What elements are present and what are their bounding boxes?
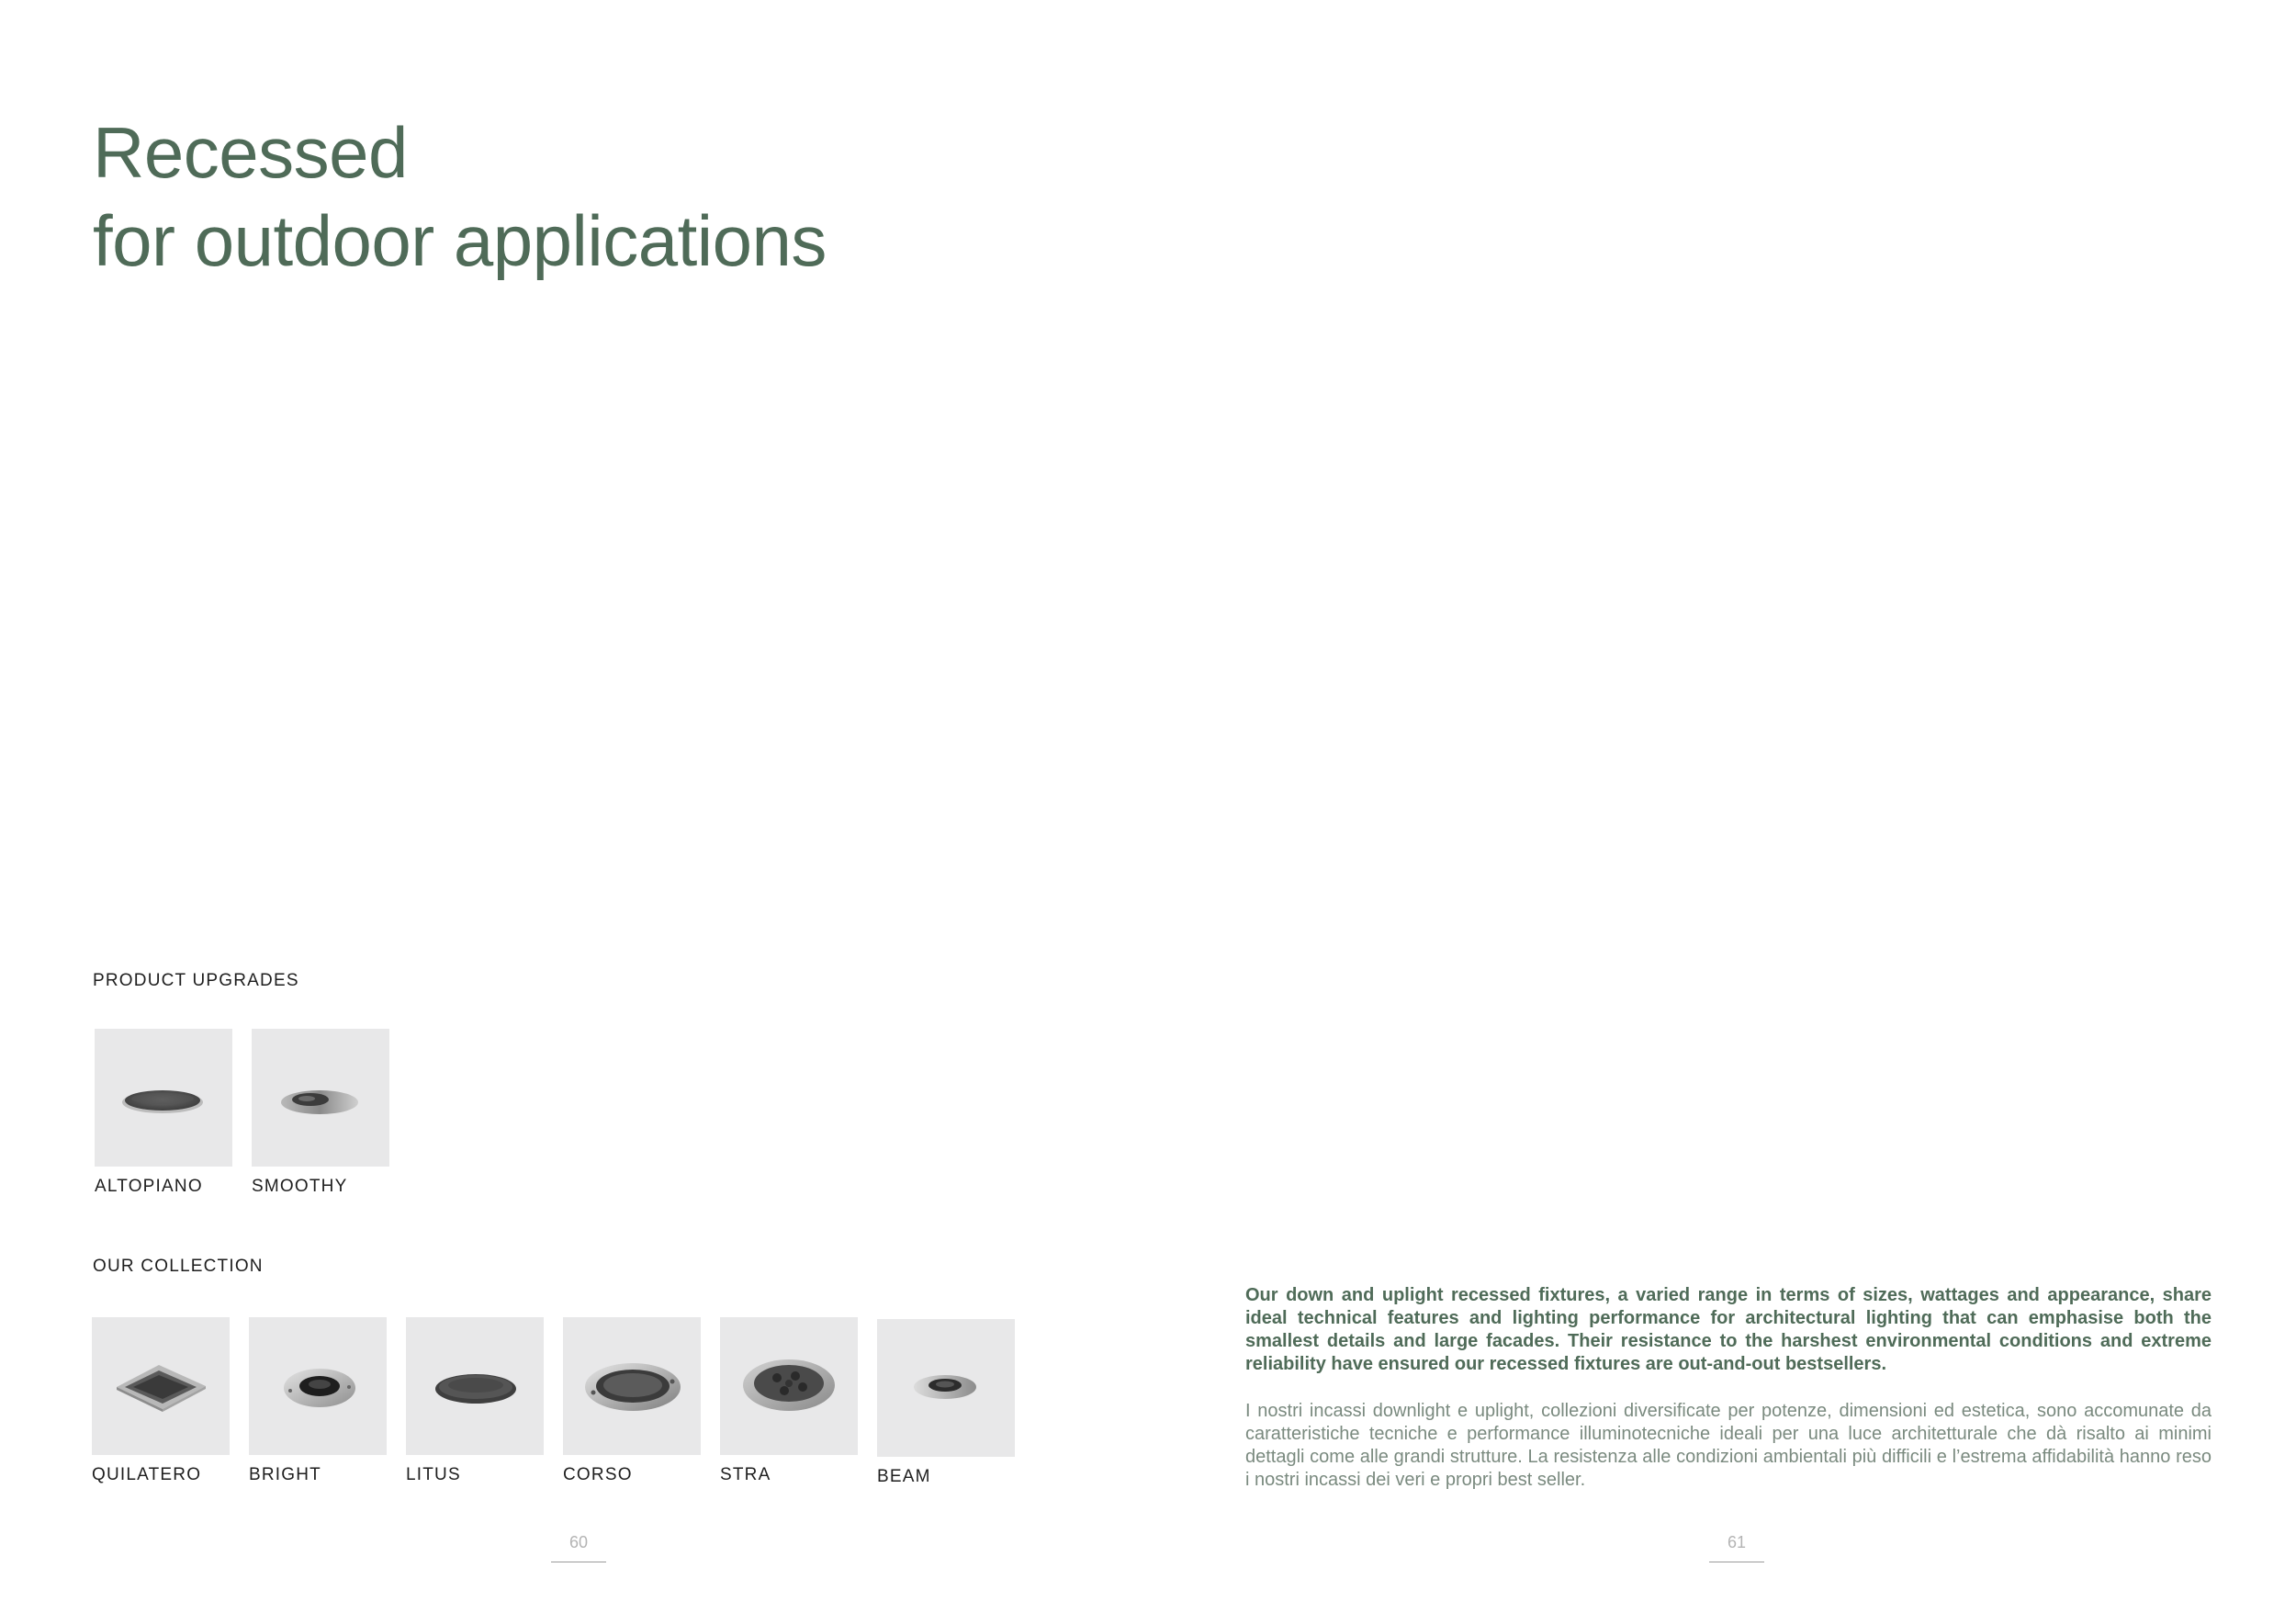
product-upgrades-label: PRODUCT UPGRADES [93, 971, 299, 990]
product-thumbnail[interactable] [877, 1319, 1015, 1457]
title-line-1: Recessed [93, 112, 408, 193]
product-tile-quilatero[interactable] [92, 1317, 230, 1485]
description-english: Our down and uplight recessed fixtures, a varied range in terms of sizes, wattages and appearance, share ideal technical features and lighting performance for architectural lighting that can emphasise both the smallest details and large facades. Their resistance to the harshest environmental conditions and extreme reliability have ensured our recessed fixtures are out-and-out bestsellers. [1245, 1285, 2212, 1374]
product-tile-bright[interactable] [249, 1317, 387, 1485]
description-italian: I nostri incassi downlight e uplight, collezioni diversificate per potenze, dimensioni ed estetica, sono accomunate da caratteristiche tecniche e performance illuminotecniche ideali per una luce architetturale che dà risalto ai minimi dettagli come alle grandi strutture. La resistenza alle condizioni ambientali più difficili e l’estrema affidabilità hanno reso i nostri incassi dei veri e propri best seller. [1245, 1401, 2212, 1490]
corso-fixture-icon [563, 1317, 701, 1455]
product-thumbnail[interactable] [563, 1317, 701, 1455]
product-name[interactable]: LITUS [406, 1465, 461, 1484]
product-name[interactable]: SMOOTHY [252, 1177, 348, 1196]
product-tile-altopiano[interactable] [95, 1029, 232, 1197]
stra-fixture-icon [720, 1317, 858, 1455]
page-number-left [551, 1533, 606, 1562]
smoothy-fixture-icon [252, 1029, 389, 1167]
product-name[interactable]: ALTOPIANO [95, 1177, 203, 1196]
product-thumbnail[interactable] [249, 1317, 387, 1455]
page-number-left-value: 60 [568, 1533, 589, 1551]
product-thumbnail[interactable] [252, 1029, 389, 1167]
product-tile-stra[interactable] [720, 1317, 858, 1485]
product-thumbnail[interactable] [92, 1317, 230, 1455]
beam-fixture-icon [877, 1319, 1015, 1457]
product-tile-litus[interactable] [406, 1317, 544, 1485]
product-thumbnail[interactable] [720, 1317, 858, 1455]
quilatero-fixture-icon [92, 1317, 230, 1455]
title-line-2: for outdoor applications [93, 200, 827, 281]
product-tile-corso[interactable] [563, 1317, 701, 1485]
page-number-right-value: 61 [1727, 1533, 1747, 1551]
our-collection-label: OUR COLLECTION [93, 1257, 264, 1276]
page-title [93, 108, 827, 285]
page-number-right [1709, 1533, 1764, 1562]
bright-fixture-icon [249, 1317, 387, 1455]
product-thumbnail[interactable] [95, 1029, 232, 1167]
litus-fixture-icon [406, 1317, 544, 1455]
product-name[interactable]: STRA [720, 1465, 771, 1484]
product-thumbnail[interactable] [406, 1317, 544, 1455]
product-name[interactable]: BRIGHT [249, 1465, 321, 1484]
product-tile-smoothy[interactable] [252, 1029, 389, 1197]
altopiano-fixture-icon [95, 1029, 232, 1167]
product-tile-beam[interactable] [877, 1319, 1015, 1487]
product-name[interactable]: BEAM [877, 1467, 931, 1486]
product-name[interactable]: QUILATERO [92, 1465, 202, 1484]
product-name[interactable]: CORSO [563, 1465, 633, 1484]
